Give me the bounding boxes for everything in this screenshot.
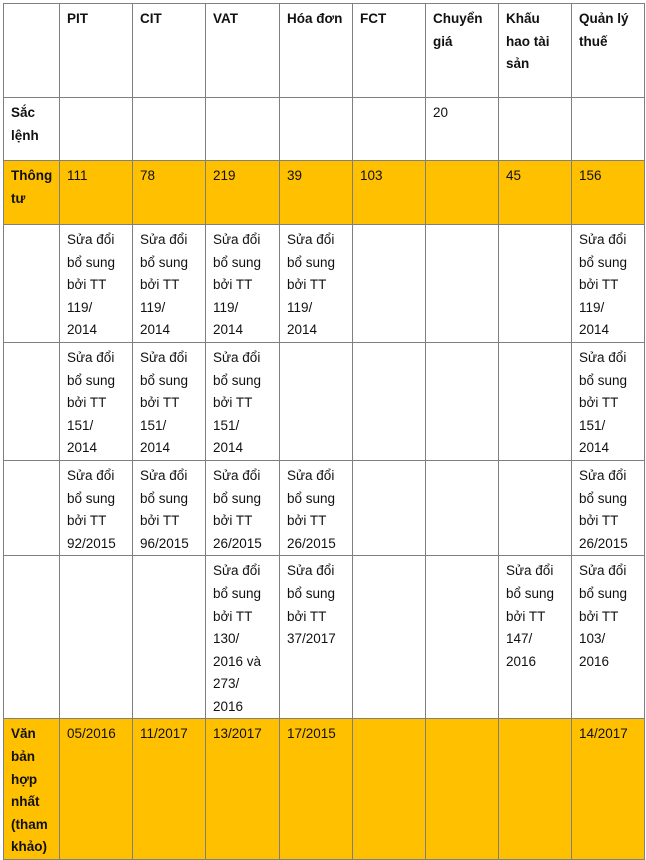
row-label (4, 342, 60, 460)
cell (353, 225, 426, 343)
cell: Sửa đổi bổ sung bởi TT 26/2015 (206, 460, 280, 555)
tax-document-table (3, 3, 645, 860)
header-row (4, 4, 645, 98)
row-thong-tu (4, 161, 645, 225)
cell: Sửa đổi bổ sung bởi TT 26/2015 (280, 460, 353, 555)
cell: Sửa đổi bổ sung bởi TT 119/ 2014 (60, 225, 133, 343)
cell (353, 98, 426, 161)
cell: Sửa đổi bổ sung bởi TT 96/2015 (133, 460, 206, 555)
cell (426, 719, 499, 860)
cell: 219 (206, 161, 280, 225)
cell (499, 98, 572, 161)
header-corner (4, 4, 60, 98)
cell: 45 (499, 161, 572, 225)
cell (206, 98, 280, 161)
cell: 05/2016 (60, 719, 133, 860)
cell: Sửa đổi bổ sung bởi TT 151/ 2014 (572, 342, 645, 460)
cell (60, 556, 133, 719)
row-label: Sắc lệnh (4, 98, 60, 161)
cell (572, 98, 645, 161)
cell: 13/2017 (206, 719, 280, 860)
header-fct: FCT (353, 4, 426, 98)
header-pit: PIT (60, 4, 133, 98)
row-label: Văn bản hợp nhất (tham khảo) (4, 719, 60, 860)
cell (60, 98, 133, 161)
cell: Sửa đổi bổ sung bởi TT 119/ 2014 (133, 225, 206, 343)
cell: 78 (133, 161, 206, 225)
cell (426, 161, 499, 225)
row-label (4, 460, 60, 555)
cell: Sửa đổi bổ sung bởi TT 119/ 2014 (206, 225, 280, 343)
cell (280, 98, 353, 161)
cell: Sửa đổi bổ sung bởi TT 119/ 2014 (572, 225, 645, 343)
row-label (4, 556, 60, 719)
cell: Sửa đổi bổ sung bởi TT 26/2015 (572, 460, 645, 555)
cell: 14/2017 (572, 719, 645, 860)
cell (133, 556, 206, 719)
cell: 39 (280, 161, 353, 225)
header-chuyen-gia: Chuyển giá (426, 4, 499, 98)
cell: Sửa đổi bổ sung bởi TT 119/ 2014 (280, 225, 353, 343)
header-quan-ly-thue: Quản lý thuế (572, 4, 645, 98)
header-cit: CIT (133, 4, 206, 98)
row-amendment (4, 556, 645, 719)
cell: Sửa đổi bổ sung bởi TT 92/2015 (60, 460, 133, 555)
cell: Sửa đổi bổ sung bởi TT 151/ 2014 (133, 342, 206, 460)
cell (426, 225, 499, 343)
cell (499, 225, 572, 343)
cell (499, 342, 572, 460)
cell (499, 460, 572, 555)
header-khau-hao: Khấu hao tài sản (499, 4, 572, 98)
cell: 17/2015 (280, 719, 353, 860)
row-label (4, 225, 60, 343)
cell: 11/2017 (133, 719, 206, 860)
cell: Sửa đổi bổ sung bởi TT 151/ 2014 (60, 342, 133, 460)
cell (426, 556, 499, 719)
cell: Sửa đổi bổ sung bởi TT 37/2017 (280, 556, 353, 719)
cell: Sửa đổi bổ sung bởi TT 103/ 2016 (572, 556, 645, 719)
cell: 103 (353, 161, 426, 225)
cell: 111 (60, 161, 133, 225)
cell (426, 342, 499, 460)
cell (499, 719, 572, 860)
row-label: Thông tư (4, 161, 60, 225)
cell (426, 460, 499, 555)
row-amendment (4, 342, 645, 460)
cell (353, 719, 426, 860)
cell (133, 98, 206, 161)
header-hoa-don: Hóa đơn (280, 4, 353, 98)
row-sac-lenh (4, 98, 645, 161)
cell: Sửa đổi bổ sung bởi TT 130/ 2016 và 273/ 2016 (206, 556, 280, 719)
row-amendment (4, 460, 645, 555)
row-van-ban-hop-nhat (4, 719, 645, 860)
cell (353, 460, 426, 555)
cell (353, 556, 426, 719)
cell: Sửa đổi bổ sung bởi TT 147/ 2016 (499, 556, 572, 719)
cell: 20 (426, 98, 499, 161)
header-vat: VAT (206, 4, 280, 98)
row-amendment (4, 225, 645, 343)
cell: 156 (572, 161, 645, 225)
cell: Sửa đổi bổ sung bởi TT 151/ 2014 (206, 342, 280, 460)
cell (280, 342, 353, 460)
cell (353, 342, 426, 460)
